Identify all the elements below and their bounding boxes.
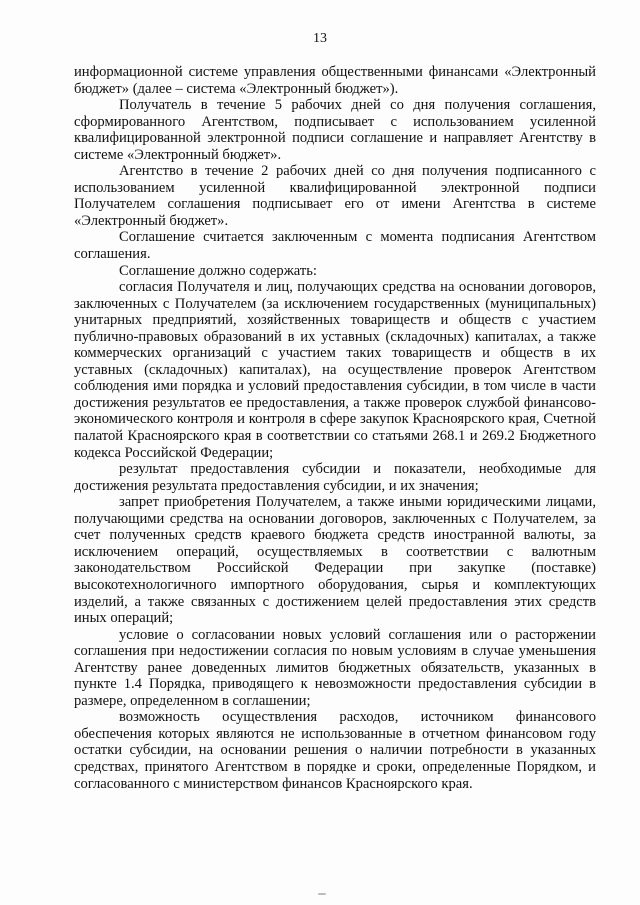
paragraph-consents: согласия Получателя и лиц, получающих средства на основании договоров, заключенных с Получателем (за исключением государственных (муниципальных) унитарных предприятий, хозяйственных товариществ и обществ с участием публично-правовых образований в их уставных (складочных) капиталах, а также коммерческих организаций с участием таких товариществ и обществ в их уставных (складочных) капиталах), на осуществление проверок Агентством соблюдения ими порядка и условий предоставления субсидии, в том числе в части достижения результатов ее предоставления, а также проверок службой финансово-экономического контроля и контроля в сфере закупок Красноярского края, Счетной палатой Красноярского края в соответствии со статьями 268.1 и 269.2 Бюджетного кодекса Российской Федерации; — [74, 279, 596, 461]
paragraph-agreement-contents: Соглашение должно содержать: — [119, 262, 317, 279]
paragraph-agreement-concluded: Соглашение считается заключенным с момента подписания Агентством соглашения. — [74, 229, 596, 263]
page-number: 13 — [313, 31, 327, 46]
paragraph-currency-ban: запрет приобретения Получателем, а также иными юридическими лицами, получающими средства на основании договоров, заключенных с Получателем, за счет полученных средств краевого бюджета средств иностранной валюты, за исключением операций, осуществляемых в соответствии с валютным законодательством Российской Федерации при закупке (поставке) высокотехнологичного импортного оборудования, сырья и комплектующих изделий, а также связанных с достижением целей предоставления этих средств иных операций; — [74, 494, 596, 627]
paragraph-recipient-signing: Получатель в течение 5 рабочих дней со дня получения соглашения, сформированного Агентством, подписывает с использованием усиленной квалифицированной электронной подписи соглашение и направляет Агентству в системе «Электронный бюджет». — [74, 97, 596, 163]
scan-mark — [318, 893, 326, 895]
paragraph-agency-signing: Агентство в течение 2 рабочих дней со дня получения подписанного с использованием усиленной квалифицированной электронной подписи Получателем соглашения подписывает его от имени Агентства в системе «Электронный бюджет». — [74, 163, 596, 229]
paragraph-new-conditions: условие о согласовании новых условий соглашения или о расторжении соглашения при недостижении согласия по новым условиям в случае уменьшения Агентству ранее доведенных лимитов бюджетных обязательств, указанных в пункте 1.4 Порядка, приводящего к невозможности предоставления субсидии в размере, определенном в соглашении; — [74, 626, 596, 709]
paragraph-result-indicators: результат предоставления субсидии и показатели, необходимые для достижения результата предоставления субсидии, и их значения; — [74, 461, 596, 494]
paragraph-unused-balances: возможность осуществления расходов, источником финансового обеспечения которых являются не использованные в отчетном финансовом году остатки субсидии, на основании решения о наличии потребности в указанных средствах, принятого Агентством в порядке и сроки, определенные Порядком, и согласованного с министерством финансов Красноярского края. — [74, 709, 596, 792]
document-body — [74, 64, 596, 792]
paragraph-continuation: информационной системе управления общественными финансами «Электронный бюджет» (далее – система «Электронный бюджет»). — [74, 64, 596, 97]
